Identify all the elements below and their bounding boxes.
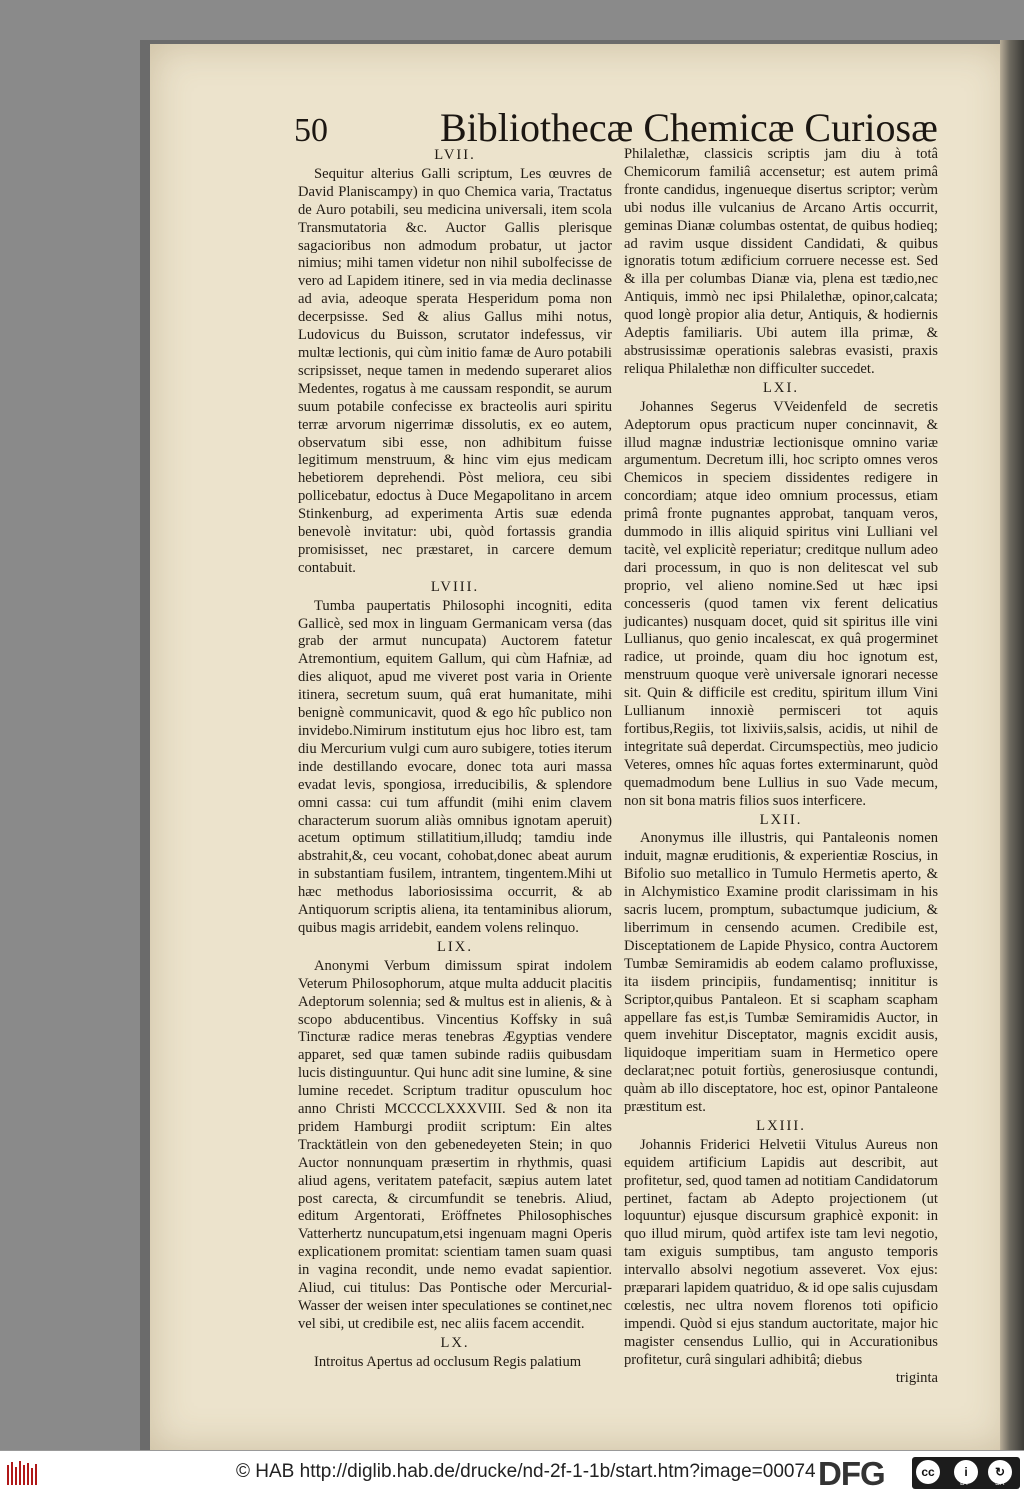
paragraph: Tumba paupertatis Philosophi incogniti, edita Gallicè, sed mox in linguam Germanicam versa (das grab der armut nuncupata) Auctorem fatetur Atremontium, equitem Gallum, qui cùm Hafniæ, ad dies aliquot, apud me viveret post varia in Oriente itinera, secretum suum, quâ erat humanitate, mihi benignè communicavit, quod & ego hîc publico non invidebo.Nimirum institutum ejus hoc libro est, tam diu Mercurium vulgi cum auro subigere, toties iterum inde destillando evocare, donec tota auri massa evadat levis, spongiosa, irreducibilis, & splendore omni cassa: cui tum affundit (mihi enim clavem characterum suorum aliàs omnibus ignotam aperuit) acetum optimum stillatitium,illudq; tamdiu inde abstrahit,&, ceu vocant, cohobat,donec abeat aurum in substantiam fusilem, intrantem, tingentem.Mihi ut hæc methodus laboriosissima occurrit, & ab Antiquorum scriptis aliena, ita tentaminibus aliorum, quibus magis arridebit, eandem volens relinquo. xyxy=(298,597,612,936)
section-number: LIX. xyxy=(437,938,473,955)
footer-bar xyxy=(0,1450,1024,1494)
section-number: LXI. xyxy=(763,379,799,396)
section-number: LVIII. xyxy=(430,578,480,595)
attribution-text[interactable]: © HAB http://diglib.hab.de/drucke/nd-2f-1-1b/start.htm?image=00074 xyxy=(236,1461,816,1482)
paragraph: Sequitur alterius Galli scriptum, Les œuvres de David Planiscampy) in quo Chemica varia, Tractatus de Auro potabili, seu medicina universali, item scola Transmutatoria &c. Auctor Gallis plerisque sagacioribus non admodum probatur, ut jactor nimius; mihi tamen videtur non nihil subolfecisse de vero ad Lapidem itinere, sed in via media declinasse ad avia, adeoque sperata Hesperidum poma non decerpsisse. Sed & alius Gallus mihi notus, Ludovicus du Buisson, scrutator indefessus, vir multæ lectionis, qui cùm initio famæ de Auro potabili scripsisset, neque tamen in medendo superaret alios Medentes, rogatus à me caussam respondit, se aurum suum potabile confecisse ex bracteolis auri spiritu terræ arvorum nigerrimæ dissolutis, ex eo autem, observatum sibi esse, non adhibitum fuisse legitimum menstruum, & hinc vim ejus medicam hebetiorem deprehendi. Pòst meliora, ceu sibi pollicebatur, edoctus à Duce Megapolitano in arcem Stinkenburg, ad experimenta Artis suæ edenda benevolè invitatur: ubi, quòd fortassis grandia promisisset, nec præstaret, in carcere demum contabuit. xyxy=(298,165,612,576)
book-spine xyxy=(1000,40,1024,1450)
paragraph: Anonymus ille illustris, qui Pantaleonis nomen induit, magnæ eruditionis, & experientiæ Roscius, in Bifolio suo metallico in Tumulo Hermetis aperto, & in Alchymistico Examine prodit clarissimam in his sacris lucem, promptum, subactumque judicium, & liberrimum in censendo acumen. Credibile est, Disceptationem de Lapide Physico, contra Auctorem Tumbæ Semiramidis ab eodem calamo profluxisse, ita iisdem principiis, fundamentisq; innititur is Scriptor,quibus Pantaleon. Et si scapham scapham appellare fas est,is Tumbæ Semiramidis Auctor, in quem invehitur Disceptator, magnis excidit ausis, liquidoque imperitiam suam in Hermetico opere declarat;nec potuit fortiùs, generosiusque contundi, quàm ab illo disceptatore, hoc est, opinor Pantaleone præstitum est. xyxy=(624,830,938,1116)
sa-icon: ↻ xyxy=(988,1460,1012,1484)
hab-barcode-logo-icon xyxy=(6,1459,40,1487)
section-number: LXII. xyxy=(759,811,803,828)
paragraph: Anonymi Verbum dimissum spirat indolem Veterum Philosophorum, atque multa adducit placitis Adeptorum solennia; sed & multus est in alienis, & à scopo abducentibus. Vincentius Koffsky in suâ Tincturæ radice meras tenebras Ægyptias vendere apparet, sed quæ tamen subinde radiis quibusdam lucis distinguuntur. Qui hunc adit sine lumine, & sine lumine recedet. Scriptum traditur opusculum hoc anno Christi MCCCCLXXXVIII. Sed & non ita pridem Hamburgi prodiit scriptum: Ein altes Tracktätlein von den gebenedeyeten Stein; in quo Auctor nonnunquam præsertim in rhythmis, quasi aliud agens, veritatem patefacit, sæpius autem latet post carecta, & circumfundit se tenebris. Aliud, editum Argentorati, Eröffnetes Philosophisches Vatterhertz nuncupatum,etsi ingenuam magni Operis explicationem promitat: scientiam tamen suam quasi in vagina recondit, unde nemo evadat sapientior. Aliud, cui titulus: Das Pontische oder Mercurial-Wasser der weisen inter speculationes se continet,nec vel sibi, ut credibile est, nec aliis facem accendit. xyxy=(298,957,612,1332)
catchword: triginta xyxy=(895,1369,938,1386)
section-number: LVII. xyxy=(434,147,476,163)
dfg-logo: DFG xyxy=(818,1455,885,1492)
section-number: LX. xyxy=(440,1334,470,1351)
paragraph: Introitus Apertus ad occlusum Regis palatium xyxy=(314,1353,582,1370)
section-number: LXIII. xyxy=(756,1117,806,1134)
right-column xyxy=(624,146,938,1388)
sa-label: SA xyxy=(995,1480,1005,1487)
paragraph: Philalethæ, classicis scriptis jam diu à totâ Chemicorum familiâ accensetur; est autem primâ fronte candidus, ingenueque disertus scriptor; verùm ubi nodus ille vulcanius de Arcano Artis occurrit, geminas Dianæ columbas ostentat, de quibus hodieq; ad ravim usque dissident Candidati, & quibus ignoratis totum ædificium corruere necesse est. Sed & illa per columbas Dianæ via, plena est tædio,nec Antiquis, immò nec ipsi Philalethæ, opinor,calcata; quod longè propior alia detur, Antiquis, & hodiernis Adeptis familiaris. Ubi autem illa primæ, & abstrusissimæ operationis salebras evasisti, praxis reliqua Philalethæ non difficulter succedet. xyxy=(624,146,938,377)
cc-icon: cc xyxy=(916,1460,940,1484)
page-number: 50 xyxy=(294,112,328,149)
license-badge[interactable] xyxy=(912,1457,1020,1489)
running-title: Bibliothecæ Chemicæ Curiosæ xyxy=(440,105,938,150)
by-icon: i xyxy=(954,1460,978,1484)
paragraph: Johannes Segerus VVeidenfeld de secretis Adeptorum opus practicum nuper concinnavit, & illud magnæ industriæ lectionisque omnino variæ argumentum. Decretum illi, hoc scripto omnes veros Chemicos in speciem dissidentes redigere in concordiam; atque ideo omnium processus, etiam primâ fronte pugnantes approbat, tanquam veros, dummodo in illis aliquid spiritus vini Lulliani vel tacitè, vel explicitè reperiatur; creditque nullum adeo dari processum, in quo is non delitescat vel sub proprio, vel alieno nomine.Sed ut hæc ipsi concesseris (quod tamen vix ferent delicatius judicantes) nusquam docet, quid sit spiritus ille vini Lullianus, quo genio incalescat, ex quâ progerminet radice, ut proinde, quam diu hoc ignotum est, menstruum quoque verè universale ignorari necesse sit. Quin & difficile est creditu, spiritum illum Vini Lullianum innoxiè permisceri tot aquis fortibus,Regiis, tot lixiviis,salsis, acidis, ut nihil de integritate suâ deperdat. Circumspectiùs, meo judicio Veteres, omnes hîc aquas fortes exterminarunt, quòd quemadmodum bene Lullius in suo Vade mecum, non sit bona matris filios suos interficere. xyxy=(624,398,938,809)
paragraph: Johannis Friderici Helvetii Vitulus Aureus non equidem artificium Lapidis aut describit, aut profitetur, sed, quod tamen ad notitiam Candidatorum pertinet, factam ab Adepto projectionem (ut loquuntur) ejusque discursum graphicè exponit: in quo illud mirum, quòd artifex iste tam levi negotio, tam exiguis sumptibus, tam angusto temporis intervallo absolvi negotium asseveret. Vox ejus: præparari lapidem quatriduo, & id ope salis cujusdam cœlestis, nec ultra novem florenos toti opificio impendi. Quòd si ejus standum auctoritate, major hic magister censendus Lullio, qui in Accurationibus profitetur, curâ singulari adhibitâ; diebus xyxy=(624,1136,938,1368)
by-label: BY xyxy=(960,1480,970,1487)
left-column xyxy=(298,146,612,1372)
